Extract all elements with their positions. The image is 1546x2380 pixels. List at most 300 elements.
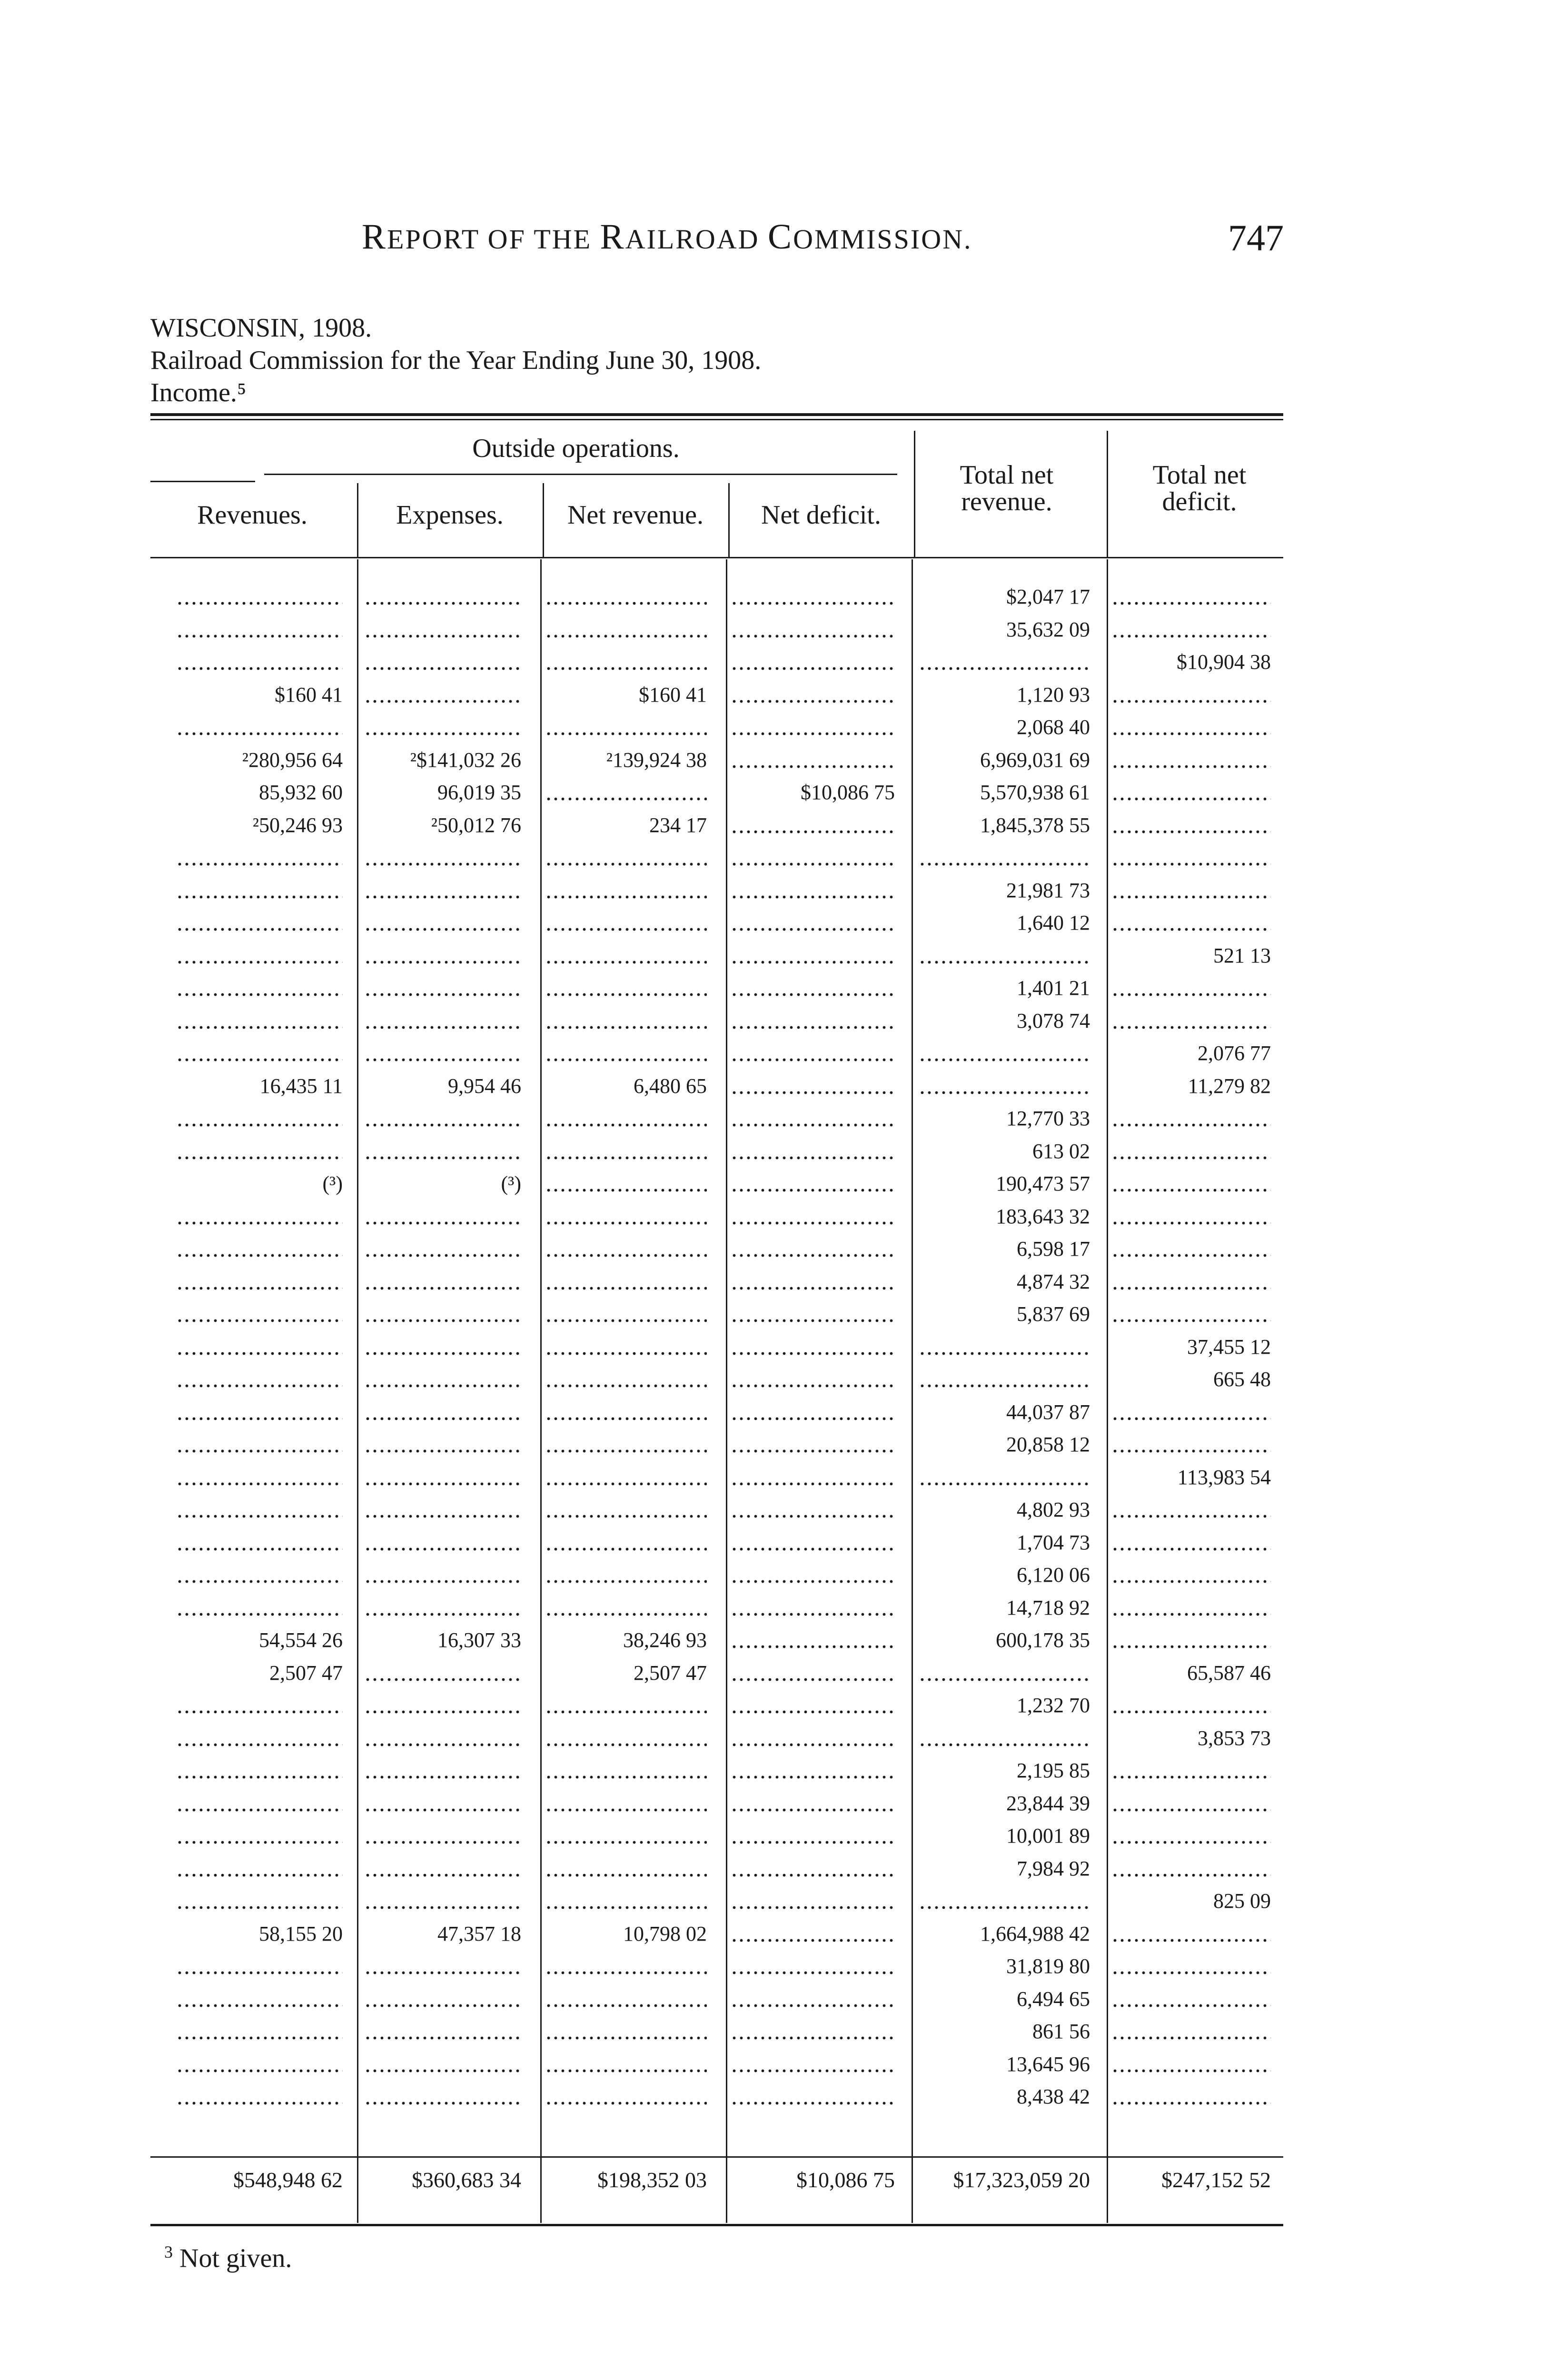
- table-cell: [364, 1401, 521, 1424]
- table-cell: [176, 1857, 343, 1880]
- table-cell: [364, 1792, 521, 1815]
- table-row: [176, 585, 1290, 608]
- table-cell: [545, 1205, 707, 1228]
- col-divider: [914, 431, 915, 557]
- table-cell: 16,307 33: [437, 1629, 521, 1652]
- table-cell: [364, 1433, 521, 1456]
- table-row: [176, 1270, 1290, 1293]
- table-cell: [176, 585, 343, 608]
- table-cell: [1111, 781, 1271, 804]
- table-cell: $2,047 17: [1006, 585, 1090, 608]
- table-cell: [731, 1531, 895, 1554]
- table-cell: [919, 846, 1090, 869]
- col-divider: [543, 483, 544, 557]
- table-cell: 2,507 47: [634, 1662, 707, 1685]
- table-cell: [545, 912, 707, 934]
- table-cell: [176, 2053, 343, 2076]
- table-cell: [545, 1727, 707, 1750]
- table-cell: 7,984 92: [1017, 1857, 1090, 1880]
- table-cell: [731, 1401, 895, 1424]
- table-cell: [545, 1694, 707, 1717]
- table-cell: [1111, 1205, 1271, 1228]
- table-row: [176, 684, 1290, 706]
- table-cell: 2,068 40: [1017, 716, 1090, 739]
- table-cell: [731, 2085, 895, 2108]
- table-cell: [545, 2053, 707, 2076]
- table-cell: [1111, 814, 1271, 837]
- table-cell: [364, 2053, 521, 2076]
- table-cell: ²50,012 76: [431, 814, 521, 837]
- table-row: [176, 1336, 1290, 1359]
- table-cell: [545, 846, 707, 869]
- table-cell: [176, 977, 343, 1000]
- table-cell: [731, 1694, 895, 1717]
- table-cell: [1111, 1564, 1271, 1587]
- table-cell: [364, 1238, 521, 1260]
- table-cell: [731, 1303, 895, 1326]
- table-cell: [731, 1597, 895, 1619]
- table-cell: 14,718 92: [1006, 1597, 1090, 1619]
- table-cell: [176, 1955, 343, 1978]
- table-cell: [364, 1205, 521, 1228]
- table-cell: 8,438 42: [1017, 2085, 1090, 2108]
- table-cell: [364, 1042, 521, 1065]
- table-row: [176, 846, 1290, 869]
- table-cell: 85,932 60: [259, 781, 343, 804]
- table-cell: [176, 1531, 343, 1554]
- table-cell: [176, 1466, 343, 1489]
- table-cell: [1111, 585, 1271, 608]
- table-cell: 6,494 65: [1017, 1988, 1090, 2011]
- table-cell: 38,246 93: [623, 1629, 707, 1652]
- table-cell: 1,640 12: [1017, 912, 1090, 934]
- total-total-net-revenue: $17,323,059 20: [953, 2168, 1090, 2192]
- col-header-net-revenue: Net revenue.: [567, 500, 704, 530]
- table-row: [176, 1694, 1290, 1717]
- table-cell: [731, 749, 895, 772]
- table-cell: [1111, 1955, 1271, 1978]
- table-cell: [545, 1238, 707, 1260]
- table-cell: ²50,246 93: [252, 814, 343, 837]
- table-cell: [364, 1010, 521, 1032]
- table-cell: 600,178 35: [996, 1629, 1090, 1652]
- table-cell: [731, 1727, 895, 1750]
- table-cell: [364, 1466, 521, 1489]
- table-cell: [545, 1303, 707, 1326]
- table-cell: [545, 1890, 707, 1913]
- table-cell: [545, 1466, 707, 1489]
- table-row: [176, 1140, 1290, 1163]
- table-cell: [545, 585, 707, 608]
- table-cell: [731, 1792, 895, 1815]
- table-row: [176, 1498, 1290, 1521]
- table-cell: [364, 1531, 521, 1554]
- table-cell: [731, 1205, 895, 1228]
- table-cell: 1,232 70: [1017, 1694, 1090, 1717]
- table-row: [176, 1010, 1290, 1032]
- table-cell: [364, 1498, 521, 1521]
- table-row: [176, 879, 1290, 902]
- table-cell: [364, 651, 521, 674]
- table-cell: 23,844 39: [1006, 1792, 1090, 1815]
- table-cell: [545, 1368, 707, 1391]
- table-cell: [176, 2085, 343, 2108]
- document-meta: [150, 312, 761, 409]
- table-cell: [1111, 1759, 1271, 1782]
- table-cell: [919, 1466, 1090, 1489]
- table-cell: 65,587 46: [1187, 1662, 1271, 1685]
- table-cell: [545, 1759, 707, 1782]
- table-cell: [176, 618, 343, 641]
- table-row: [176, 2053, 1290, 2076]
- table-cell: [731, 1923, 895, 1945]
- table-cell: [1111, 1531, 1271, 1554]
- table-cell: ²$141,032 26: [410, 749, 521, 772]
- table-row: [176, 618, 1290, 641]
- table-cell: [545, 1270, 707, 1293]
- table-cell: [545, 1988, 707, 2011]
- table-row: [176, 1727, 1290, 1750]
- table-cell: [176, 1890, 343, 1913]
- table-cell: [731, 1662, 895, 1685]
- table-cell: [545, 716, 707, 739]
- table-cell: [545, 618, 707, 641]
- table-cell: [731, 1466, 895, 1489]
- table-cell: [176, 1238, 343, 1260]
- table-cell: [364, 1857, 521, 1880]
- table-cell: [731, 1629, 895, 1652]
- table-cell: ²139,924 38: [606, 749, 707, 772]
- table-row: [176, 651, 1290, 674]
- table-cell: [731, 1238, 895, 1260]
- table-cell: [364, 1303, 521, 1326]
- table-cell: [364, 585, 521, 608]
- table-row: [176, 1466, 1290, 1489]
- table-cell: [176, 1401, 343, 1424]
- table-cell: [731, 814, 895, 837]
- table-cell: 12,770 33: [1006, 1107, 1090, 1130]
- table-cell: [1111, 1401, 1271, 1424]
- table-cell: [1111, 1825, 1271, 1847]
- table-cell: [176, 651, 343, 674]
- table-cell: [364, 1270, 521, 1293]
- state-year: WISCONSIN, 1908.: [150, 313, 372, 343]
- footnote-mark: 3: [164, 2242, 173, 2261]
- table-cell: [364, 1727, 521, 1750]
- col-header-total-net-deficit: Total net deficit.: [1152, 460, 1247, 516]
- table-cell: [364, 1890, 521, 1913]
- table-cell: [1111, 912, 1271, 934]
- table-cell: [176, 1336, 343, 1359]
- table-cell: [176, 716, 343, 739]
- table-cell: 1,120 93: [1017, 684, 1090, 706]
- top-rule-thin: [150, 419, 1283, 420]
- table-cell: [919, 1662, 1090, 1685]
- table-row: [176, 1368, 1290, 1391]
- table-cell: 10,001 89: [1006, 1825, 1090, 1847]
- table-cell: 5,570,938 61: [980, 781, 1090, 804]
- col-divider: [1107, 431, 1108, 557]
- table-row: [176, 1759, 1290, 1782]
- table-cell: 31,819 80: [1006, 1955, 1090, 1978]
- table-cell: [545, 1498, 707, 1521]
- table-row: [176, 1075, 1290, 1098]
- table-cell: [176, 1825, 343, 1847]
- header-bottom-rule: [150, 557, 1283, 558]
- table-cell: [919, 651, 1090, 674]
- table-cell: [545, 651, 707, 674]
- table-row: [176, 1597, 1290, 1619]
- table-cell: [364, 684, 521, 706]
- table-cell: [731, 944, 895, 967]
- table-cell: [731, 716, 895, 739]
- table-cell: [545, 1531, 707, 1554]
- table-cell: [364, 2085, 521, 2108]
- table-cell: [545, 781, 707, 804]
- table-cell: [176, 1727, 343, 1750]
- table-cell: [364, 912, 521, 934]
- table-cell: [731, 1825, 895, 1847]
- table-row: [176, 1238, 1290, 1260]
- table-cell: 10,798 02: [623, 1923, 707, 1945]
- table-cell: 1,401 21: [1017, 977, 1090, 1000]
- table-cell: [1111, 1629, 1271, 1652]
- table-cell: [545, 879, 707, 902]
- col-header-net-deficit: Net deficit.: [761, 500, 881, 530]
- table-cell: [364, 1140, 521, 1163]
- table-cell: [176, 1270, 343, 1293]
- table-cell: [731, 684, 895, 706]
- table-cell: [919, 1890, 1090, 1913]
- group-header-rule-left: [150, 481, 255, 482]
- table-row: [176, 2085, 1290, 2108]
- table-cell: 1,704 73: [1017, 1531, 1090, 1554]
- table-cell: ²280,956 64: [242, 749, 343, 772]
- table-row: [176, 1042, 1290, 1065]
- table-cell: [731, 1368, 895, 1391]
- table-cell: [545, 1172, 707, 1195]
- table-cell: [364, 2020, 521, 2043]
- total-total-net-deficit: $247,152 52: [1161, 2168, 1271, 2192]
- table-cell: [545, 1955, 707, 1978]
- table-cell: [731, 1433, 895, 1456]
- table-cell: [545, 1564, 707, 1587]
- table-cell: [176, 2020, 343, 2043]
- table-cell: 9,954 46: [448, 1075, 521, 1098]
- table-cell: 2,507 47: [269, 1662, 343, 1685]
- table-cell: [364, 716, 521, 739]
- table-row: [176, 1401, 1290, 1424]
- table-cell: [1111, 716, 1271, 739]
- table-row: [176, 1792, 1290, 1815]
- table-cell: [731, 1759, 895, 1782]
- table-cell: [731, 651, 895, 674]
- table-cell: [364, 1597, 521, 1619]
- table-cell: $160 41: [275, 684, 343, 706]
- table-cell: [731, 1955, 895, 1978]
- table-row: [176, 1531, 1290, 1554]
- table-cell: [545, 1857, 707, 1880]
- table-cell: [731, 1988, 895, 2011]
- table-cell: [731, 1107, 895, 1130]
- table-cell: [919, 1368, 1090, 1391]
- table-cell: 21,981 73: [1006, 879, 1090, 902]
- table-cell: [364, 1955, 521, 1978]
- col-header-expenses: Expenses.: [396, 500, 504, 530]
- table-cell: [1111, 1433, 1271, 1456]
- totals-rule: [150, 2156, 1283, 2158]
- table-cell: 6,480 65: [634, 1075, 707, 1098]
- table-cell: (³): [501, 1172, 521, 1195]
- table-cell: 96,019 35: [437, 781, 521, 804]
- table-cell: [731, 1172, 895, 1195]
- col-divider: [357, 483, 358, 557]
- table-cell: 190,473 57: [996, 1172, 1090, 1195]
- total-revenues: $548,948 62: [233, 2168, 343, 2192]
- table-cell: [176, 1303, 343, 1326]
- table-row: [176, 1923, 1290, 1945]
- table-cell: [1111, 1303, 1271, 1326]
- table-row: [176, 1662, 1290, 1685]
- table-row: [176, 1988, 1290, 2011]
- table-cell: [176, 1694, 343, 1717]
- top-rule-thick: [150, 413, 1283, 416]
- table-cell: 54,554 26: [259, 1629, 343, 1652]
- table-cell: [919, 1727, 1090, 1750]
- table-row: [176, 977, 1290, 1000]
- table-cell: [364, 1694, 521, 1717]
- table-cell: 13,645 96: [1006, 2053, 1090, 2076]
- table-cell: [176, 1498, 343, 1521]
- table-cell: [1111, 1172, 1271, 1195]
- table-row: [176, 1172, 1290, 1195]
- table-cell: [545, 1792, 707, 1815]
- table-cell: [176, 1107, 343, 1130]
- table-cell: 665 48: [1213, 1368, 1271, 1391]
- page-number: 747: [1228, 217, 1284, 258]
- table-cell: [919, 1042, 1090, 1065]
- table-row: [176, 749, 1290, 772]
- table-cell: [545, 944, 707, 967]
- table-cell: [364, 1107, 521, 1130]
- table-cell: 3,078 74: [1017, 1010, 1090, 1032]
- table-cell: 4,874 32: [1017, 1270, 1090, 1293]
- table-row: [176, 1890, 1290, 1913]
- table-row: [176, 1825, 1290, 1847]
- table-cell: [1111, 1988, 1271, 2011]
- table-cell: [545, 1597, 707, 1619]
- table-row: [176, 781, 1290, 804]
- table-cell: [364, 846, 521, 869]
- table-cell: 3,853 73: [1198, 1727, 1271, 1750]
- table-cell: [364, 1988, 521, 2011]
- table-row: [176, 2020, 1290, 2043]
- col-header-total-net-revenue: Total net revenue.: [960, 460, 1054, 516]
- table-cell: [176, 1010, 343, 1032]
- table-cell: $10,086 75: [801, 781, 895, 804]
- table-cell: [545, 1401, 707, 1424]
- table-cell: [731, 912, 895, 934]
- table-cell: 6,598 17: [1017, 1238, 1090, 1260]
- table-cell: [176, 1433, 343, 1456]
- table-row: [176, 912, 1290, 934]
- table-caption: Railroad Commission for the Year Ending June 30, 1908.: [150, 346, 762, 375]
- table-cell: 4,802 93: [1017, 1498, 1090, 1521]
- table-cell: [176, 1597, 343, 1619]
- bottom-rule: [150, 2224, 1283, 2226]
- table-cell: 1,664,988 42: [980, 1923, 1090, 1945]
- table-cell: [731, 1075, 895, 1098]
- table-cell: 1,845,378 55: [980, 814, 1090, 837]
- table-row: [176, 1107, 1290, 1130]
- table-cell: [176, 879, 343, 902]
- table-cell: [1111, 684, 1271, 706]
- table-cell: [545, 2085, 707, 2108]
- table-cell: [1111, 977, 1271, 1000]
- table-cell: [1111, 2085, 1271, 2108]
- table-cell: [731, 1857, 895, 1880]
- col-header-revenues: Revenues.: [197, 500, 307, 530]
- table-cell: [545, 1140, 707, 1163]
- footnote-text: Not given.: [173, 2243, 292, 2273]
- total-net-revenue: $198,352 03: [597, 2168, 707, 2192]
- table-cell: [1111, 1792, 1271, 1815]
- table-cell: [919, 944, 1090, 967]
- table-cell: 6,969,031 69: [980, 749, 1090, 772]
- table-cell: 35,632 09: [1006, 618, 1090, 641]
- table-cell: 58,155 20: [259, 1923, 343, 1945]
- table-cell: $10,904 38: [1177, 651, 1271, 674]
- table-cell: [364, 977, 521, 1000]
- table-cell: [731, 1010, 895, 1032]
- table-cell: 521 13: [1213, 944, 1271, 967]
- table-cell: [176, 1792, 343, 1815]
- table-cell: [545, 1042, 707, 1065]
- table-cell: [731, 618, 895, 641]
- table-cell: [176, 1140, 343, 1163]
- table-cell: [176, 912, 343, 934]
- table-cell: [731, 2020, 895, 2043]
- table-cell: [731, 1564, 895, 1587]
- table-cell: [364, 879, 521, 902]
- table-cell: 20,858 12: [1006, 1433, 1090, 1456]
- section-label: Income.⁵: [150, 378, 247, 407]
- table-cell: 37,455 12: [1187, 1336, 1271, 1359]
- table-cell: [1111, 1107, 1271, 1130]
- table-cell: [545, 1336, 707, 1359]
- table-cell: [731, 879, 895, 902]
- table-cell: [731, 977, 895, 1000]
- table-cell: 11,279 82: [1188, 1075, 1271, 1098]
- table-cell: [545, 2020, 707, 2043]
- totals-row: [176, 2166, 1290, 2194]
- table-cell: [731, 846, 895, 869]
- table-cell: [1111, 1597, 1271, 1619]
- table-cell: [1111, 846, 1271, 869]
- table-cell: [545, 1010, 707, 1032]
- table-cell: [545, 977, 707, 1000]
- table-cell: 183,643 32: [996, 1205, 1090, 1228]
- table-cell: [176, 1205, 343, 1228]
- table-cell: [545, 1433, 707, 1456]
- table-cell: [545, 1825, 707, 1847]
- table-cell: [731, 585, 895, 608]
- table-cell: 613 02: [1032, 1140, 1090, 1163]
- header-outside-operations: Outside operations.: [472, 434, 680, 463]
- total-net-deficit: $10,086 75: [796, 2168, 895, 2192]
- table-cell: 825 09: [1213, 1890, 1271, 1913]
- table-row: [176, 944, 1290, 967]
